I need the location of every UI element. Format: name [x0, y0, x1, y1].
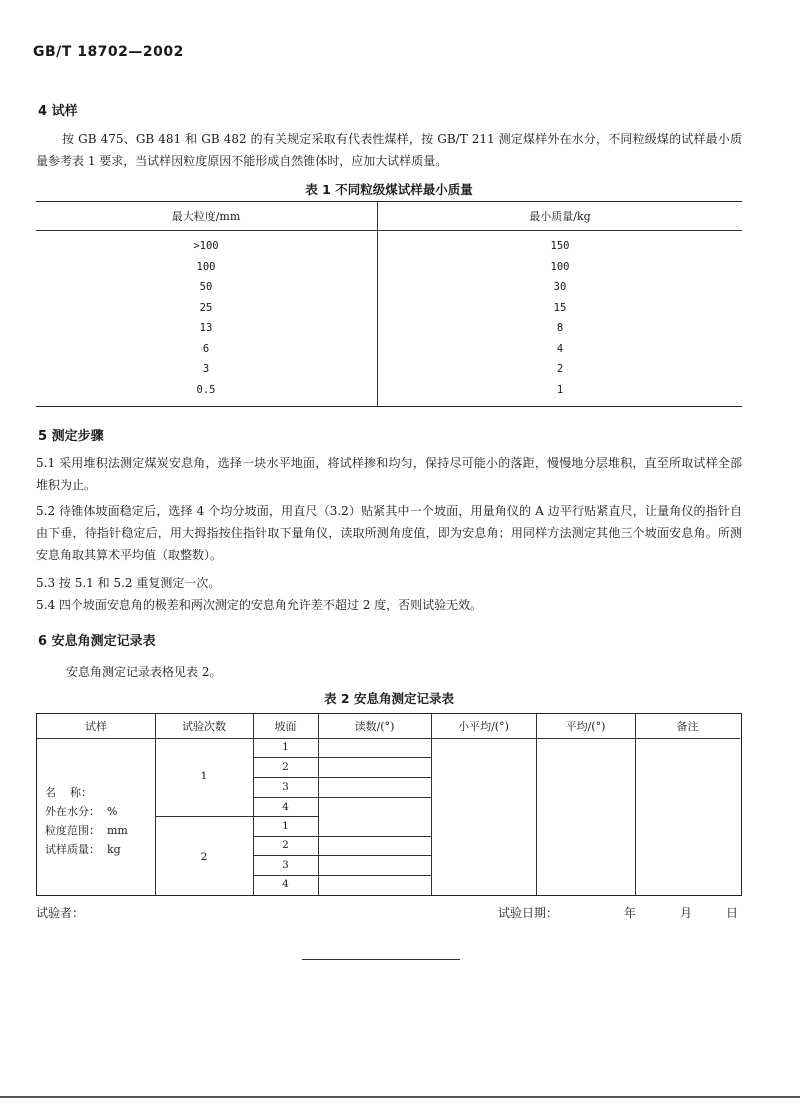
table-2-row-line [253, 797, 431, 798]
table-1-mass-cell: 15 [553, 301, 567, 314]
table-1-size-cell: 100 [196, 260, 216, 273]
table-1-size-cell: 6 [202, 342, 210, 355]
test-date-label: 试验日期： [498, 906, 559, 920]
table-2-row-line [253, 836, 431, 837]
table-1-size-cell: 0.5 [196, 383, 216, 396]
table-2-header-rule [37, 738, 740, 739]
standard-code: GB/T 18702—2002 [33, 44, 184, 60]
end-rule [302, 959, 460, 960]
table-row [36, 320, 742, 341]
table-2-header-remark: 备注 [676, 720, 699, 733]
table-2-vline [635, 714, 636, 895]
table-1-size-cell: >100 [193, 240, 219, 252]
face-number: 2 [282, 839, 289, 851]
step-5-4: 5.4 四个坡面安息角的极差和两次测定的安息角允许差不超过 2 度，否则试验无效。 [36, 598, 483, 612]
table-1-body [36, 238, 742, 402]
section-4-paragraph: 按 GB 475、GB 481 和 GB 482 的有关规定采取有代表性煤样，按 GB/T 211 测定煤样外在水分，不同粒级煤的试样最小质量参考表 1 要求，当试样因粒度原因不能形成自然锥体时，应加大试样质量。 [36, 132, 742, 168]
table-1-mass-cell: 4 [556, 342, 564, 355]
sample-size-range-field: 粒度范围： mm [45, 824, 128, 837]
day-label: 日 [726, 906, 739, 920]
trial-number: 2 [200, 851, 208, 863]
table-2-row-line [253, 875, 431, 876]
face-number: 4 [282, 801, 289, 813]
month-label: 月 [680, 906, 693, 920]
table-1-caption: 表 1 不同粒级煤试样最小质量 [305, 182, 473, 197]
table-1-mass-cell: 150 [550, 240, 570, 252]
table-2-row-line [253, 757, 431, 758]
table-1-header-size: 最大粒度/mm [171, 210, 241, 223]
sample-name-field: 名 称： [45, 786, 92, 799]
table-2-header-avg: 平均/(°) [565, 720, 606, 733]
face-number: 4 [282, 878, 289, 890]
step-5-3: 5.3 按 5.1 和 5.2 重复测定一次。 [36, 576, 221, 590]
section-5-title: 5 测定步骤 [38, 429, 104, 444]
table-1-mass-cell: 1 [556, 383, 564, 396]
table-1-header-mass: 最小质量/kg [529, 210, 591, 223]
table-2-header-reading: 读数/(°) [354, 720, 395, 733]
table-1-size-cell: 13 [199, 322, 213, 334]
step-5-1: 5.1 采用堆积法测定煤炭安息角，选择一块水平地面，将试样掺和均匀，保持尽可能小的落距，慢慢地分层堆积，直至所取试样全部堆积为止。 [36, 456, 742, 492]
table-row [36, 341, 742, 362]
table-row [36, 259, 742, 280]
table-2-header-face: 坡面 [274, 720, 297, 733]
table-2-vline [155, 714, 156, 895]
table-row [36, 361, 742, 382]
table-row [36, 279, 742, 300]
table-1-mass-cell: 2 [556, 363, 564, 375]
sample-moisture-field: 外在水分： % [45, 805, 118, 818]
section-6-title: 6 安息角测定记录表 [38, 634, 156, 649]
table-2-header-subavg: 小平均/(°) [458, 720, 509, 733]
table-1-mass-cell: 8 [556, 322, 564, 334]
section-6-paragraph: 安息角测定记录表格见表 2。 [66, 665, 222, 679]
table-1 [36, 201, 742, 407]
table-2-header-sample: 试样 [85, 720, 107, 733]
face-number: 3 [282, 781, 289, 793]
table-row [36, 382, 742, 403]
tester-label: 试验者： [36, 906, 85, 920]
section-4-title: 4 试样 [38, 104, 78, 119]
table-2-vline [536, 714, 537, 895]
table-1-mass-cell: 30 [553, 281, 567, 293]
table-1-size-cell: 3 [202, 363, 210, 375]
table-2-caption: 表 2 安息角测定记录表 [324, 691, 454, 706]
face-number: 2 [282, 761, 289, 773]
step-5-2: 5.2 待锥体坡面稳定后，选择 4 个均分坡面，用直尺（3.2）贴紧其中一个坡面，用量角仪的 A 边平行贴紧直尺，让量角仪的指针自由下垂，待指针稳定后，用大拇指按住指针取下量角仪，读取所测角度值，即为安息角；用同样方法测定其他三个坡面安息角。所测安息角取其算术平均值（取整数）。 [36, 504, 742, 562]
table-2-row-line [253, 777, 431, 778]
table-2 [36, 713, 742, 896]
trial-number: 1 [200, 770, 208, 782]
sample-mass-field: 试样质量： kg [45, 843, 121, 856]
table-row [36, 238, 742, 259]
table-2-vline [318, 714, 319, 895]
table-1-mass-cell: 100 [550, 260, 570, 273]
table-1-header-rule [36, 230, 742, 231]
face-number: 1 [282, 820, 289, 832]
table-1-size-cell: 25 [199, 301, 213, 314]
table-2-header-trials: 试验次数 [182, 720, 226, 733]
year-label: 年 [624, 906, 637, 920]
table-2-vline [431, 714, 432, 895]
table-2-row-line [253, 855, 431, 856]
page-bottom-rule [0, 1096, 800, 1098]
table-1-size-cell: 50 [199, 281, 213, 293]
face-number: 1 [282, 741, 289, 753]
face-number: 3 [282, 859, 289, 871]
table-2-trial-divider [155, 816, 318, 817]
table-row [36, 300, 742, 321]
